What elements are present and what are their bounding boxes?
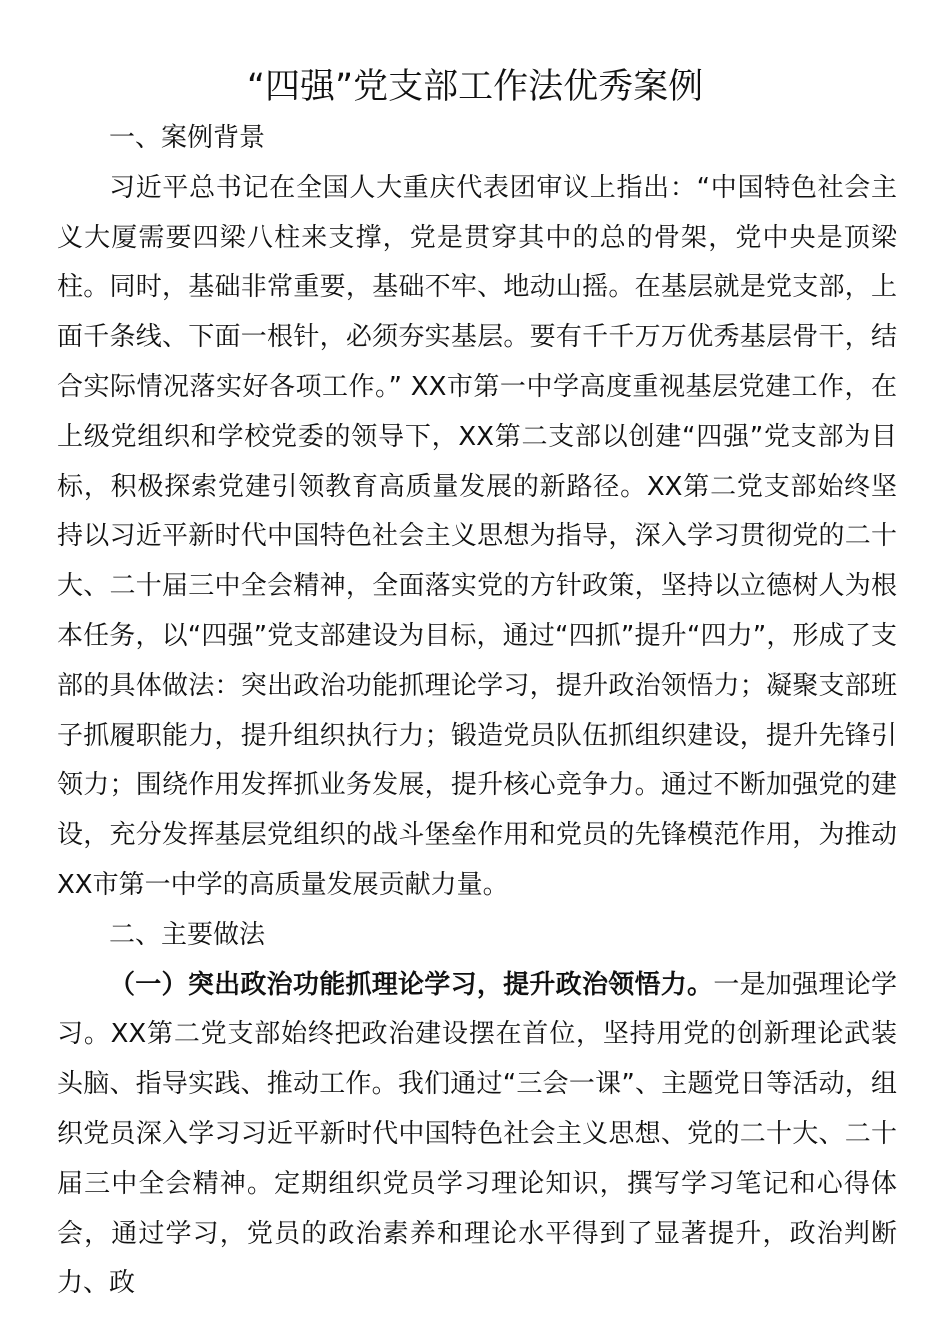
document-title: “四强”党支部工作法优秀案例	[246, 67, 704, 107]
section-heading-main-practices: 二、主要做法	[109, 919, 266, 950]
document-body	[57, 114, 897, 1309]
section-heading-background: 一、案例背景	[109, 123, 266, 153]
practice-1-bold-lead: （一）突出政治功能抓理论学习，提升政治领悟力。	[109, 969, 714, 1000]
practice-1-text: 一是加强理论学习。XX第二党支部始终把政治建设摆在首位，坚持用党的创新理论武装头脑、指导实践、推动工作。我们通过“三会一课”、主题党日等活动，组织党员深入学习习近平新时代中国特色社会主义思想、党的二十大、二十届三中全会精神。定期组织党员学习理论知识，撰写学习笔记和心得体会，通过学习，党员的政治素养和理论水平得到了显著提升，政治判断力、政	[57, 969, 897, 1299]
practice-paragraph-1	[57, 961, 897, 1310]
background-paragraph: 习近平总书记在全国人大重庆代表团审议上指出：“中国特色社会主义大厦需要四梁八柱来支撑，党是贯穿其中的总的骨架，党中央是顶梁柱。同时，基础非常重要，基础不牢、地动山摇。在基层就是党支部，上面千条线、下面一根针，必须夯实基层。要有千千万万优秀基层骨干，结合实际情况落实好各项工作。” XX市第一中学高度重视基层党建工作，在上级党组织和学校党委的领导下，XX第二支部以创建“四强”党支部为目标，积极探索党建引领教育高质量发展的新路径。XX第二党支部始终坚持以习近平新时代中国特色社会主义思想为指导，深入学习贯彻党的二十大、二十届三中全会精神，全面落实党的方针政策，坚持以立德树人为根本任务，以“四强”党支部建设为目标，通过“四抓”提升“四力”，形成了支部的具体做法：突出政治功能抓理论学习，提升政治领悟力；凝聚支部班子抓履职能力，提升组织执行力；锻造党员队伍抓组织建设，提升先锋引领力；围绕作用发挥抓业务发展，提升核心竞争力。通过不断加强党的建设，充分发挥基层党组织的战斗堡垒作用和党员的先锋模范作用，为推动XX市第一中学的高质量发展贡献力量。	[57, 172, 897, 900]
